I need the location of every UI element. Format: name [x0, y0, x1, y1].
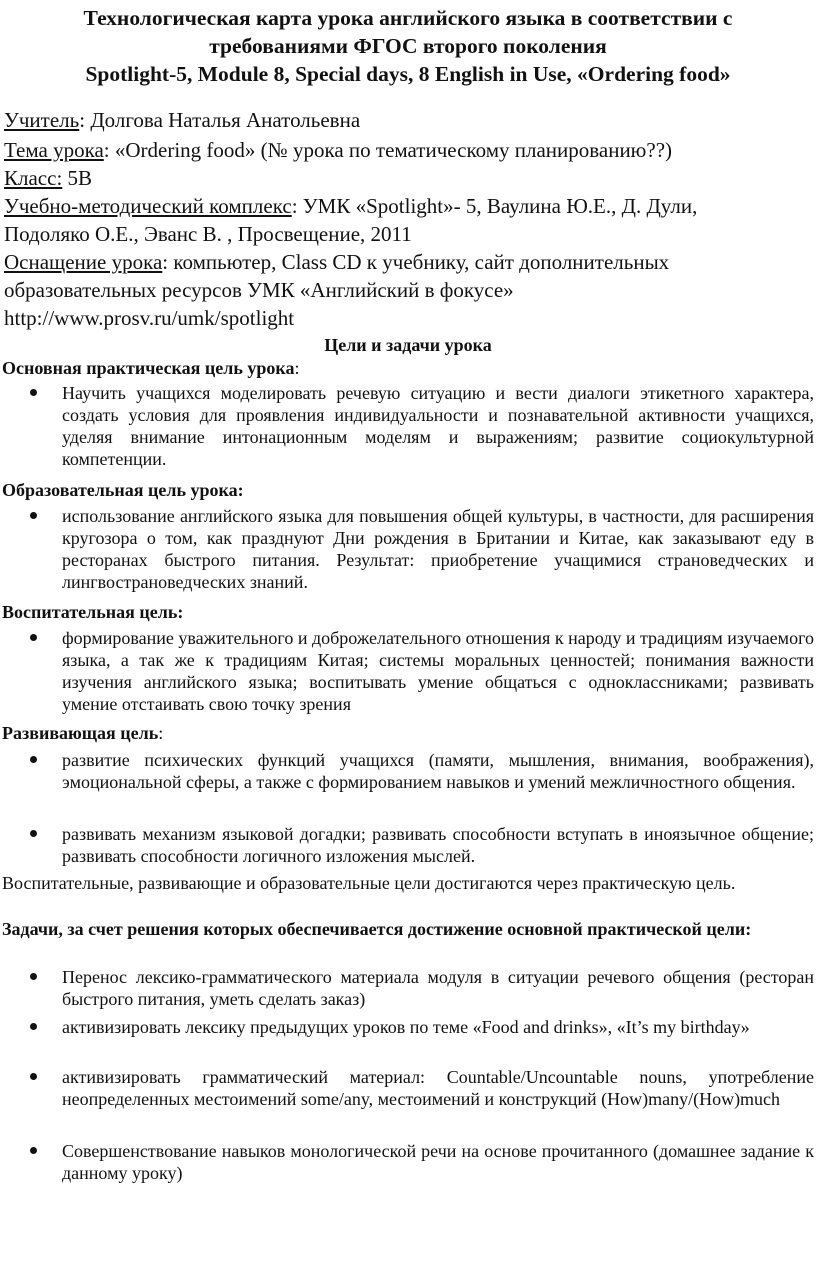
bullet-icon: [30, 973, 37, 980]
upbringing-goal-text: формирование уважительного и доброжелательного отношения к народу и традициям изучаемого языка, а так же к традициям Китая; системы моральных ценностей; понимания важности изучения английского языка; воспитывать умение общаться с одноклассниками; развивать умение отстаивать свою точку зрения: [62, 628, 814, 714]
teacher-value: : Долгова Наталья Анатольевна: [79, 108, 361, 132]
equipment-label: Оснащение урока: [4, 250, 163, 274]
practical-goal-heading: [2, 357, 812, 379]
class-label: Класс:: [4, 166, 63, 190]
developing-goal-heading: [2, 722, 812, 744]
developing-goal-colon: :: [158, 723, 164, 743]
bullet-icon: [30, 1023, 37, 1030]
developing-goal-item: развитие психических функций учащихся (памяти, мышления, внимания, воображения), эмоциональной сферы, а также с формированием навыков и умений межличностного общения.: [62, 750, 814, 792]
upbringing-goal-heading: Воспитательная цель:: [2, 602, 184, 622]
practical-goal-label: Основная практическая цель урока: [2, 358, 295, 378]
equipment-line-3: http://www.prosv.ru/umk/spotlight: [4, 306, 295, 330]
goals-section-title: Цели и задачи урока: [324, 335, 492, 355]
document-title-line-2: требованиями ФГОС второго поколения: [209, 34, 607, 58]
equipment-value-line-1: : компьютер, Class CD к учебнику, сайт дополнительных: [162, 250, 670, 274]
topic-line: [4, 136, 812, 164]
class-value: 5В: [62, 166, 93, 190]
equipment-line-2: образовательных ресурсов УМК «Английский в фокусе»: [4, 278, 514, 302]
umk-value-line-1: : УМК «Spotlight»- 5, Ваулина Ю.Е., Д. Дули,: [291, 194, 698, 218]
topic-value: : «Ordering food» (№ урока по тематическому планированию??): [103, 138, 673, 162]
bullet-icon: [30, 634, 37, 641]
umk-label: Учебно-методический комплекс: [4, 194, 292, 218]
bullet-icon: [30, 1073, 37, 1080]
document-title-line-1: Технологическая карта урока английского языка в соответствии с: [83, 6, 733, 30]
teacher-label: Учитель: [4, 108, 80, 132]
educational-goal-heading: Образовательная цель урока:: [2, 480, 244, 500]
bullet-icon: [30, 1147, 37, 1154]
practical-goal-colon: :: [294, 358, 300, 378]
tasks-heading: Задачи, за счет решения которых обеспечивается достижение основной практической цели:: [2, 919, 752, 939]
document-title-line-3: Spotlight-5, Module 8, Special days, 8 English in Use, «Ordering food»: [85, 62, 731, 86]
practical-goal-text: Научить учащихся моделировать речевую ситуацию и вести диалоги этикетного характера, создать условия для проявления индивидуальности и познавательной активности учащихся, уделяя внимание интонационным моделям и выражениям; развитие социокультурной компетенции.: [62, 383, 814, 469]
bullet-icon: [30, 512, 37, 519]
class-line: [4, 164, 812, 192]
goals-summary-text: Воспитательные, развивающие и образовательные цели достигаются через практическую цель.: [2, 873, 736, 893]
teacher-line: [4, 106, 812, 134]
topic-label: Тема урока: [4, 138, 104, 162]
task-item: активизировать лексику предыдущих уроков по теме «Food and drinks», «It’s my birthday»: [62, 1017, 750, 1037]
task-item: Перенос лексико-грамматического материала модуля в ситуации речевого общения (ресторан быстрого питания, уметь сделать заказ): [62, 967, 814, 1009]
umk-line-1: [4, 192, 812, 220]
umk-line-2: Подоляко О.Е., Эванс В. , Просвещение, 2011: [4, 222, 412, 246]
bullet-icon: [30, 830, 37, 837]
bullet-icon: [30, 756, 37, 763]
equipment-line-1: [4, 248, 812, 276]
task-item: активизировать грамматический материал: Countable/Uncountable nouns, употребление неопределенных местоимений some/any, местоимений и конструкций (How)many/(How)much: [62, 1067, 814, 1109]
educational-goal-text: использование английского языка для повышения общей культуры, в частности, для расширения кругозора о том, как празднуют Дни рождения в Британии и Китае, как заказывают еду в ресторанах быстрого питания. Результат: приобретение учащимися страноведческих и лингвострановедческих знаний.: [62, 506, 814, 592]
developing-goal-item: развивать механизм языковой догадки; развивать способности вступать в иноязычное общение; развивать способности логичного изложения мыслей.: [62, 824, 814, 866]
bullet-icon: [30, 389, 37, 396]
task-item: Совершенствование навыков монологической речи на основе прочитанного (домашнее задание к данному уроку): [62, 1141, 814, 1183]
developing-goal-label: Развивающая цель: [2, 723, 159, 743]
